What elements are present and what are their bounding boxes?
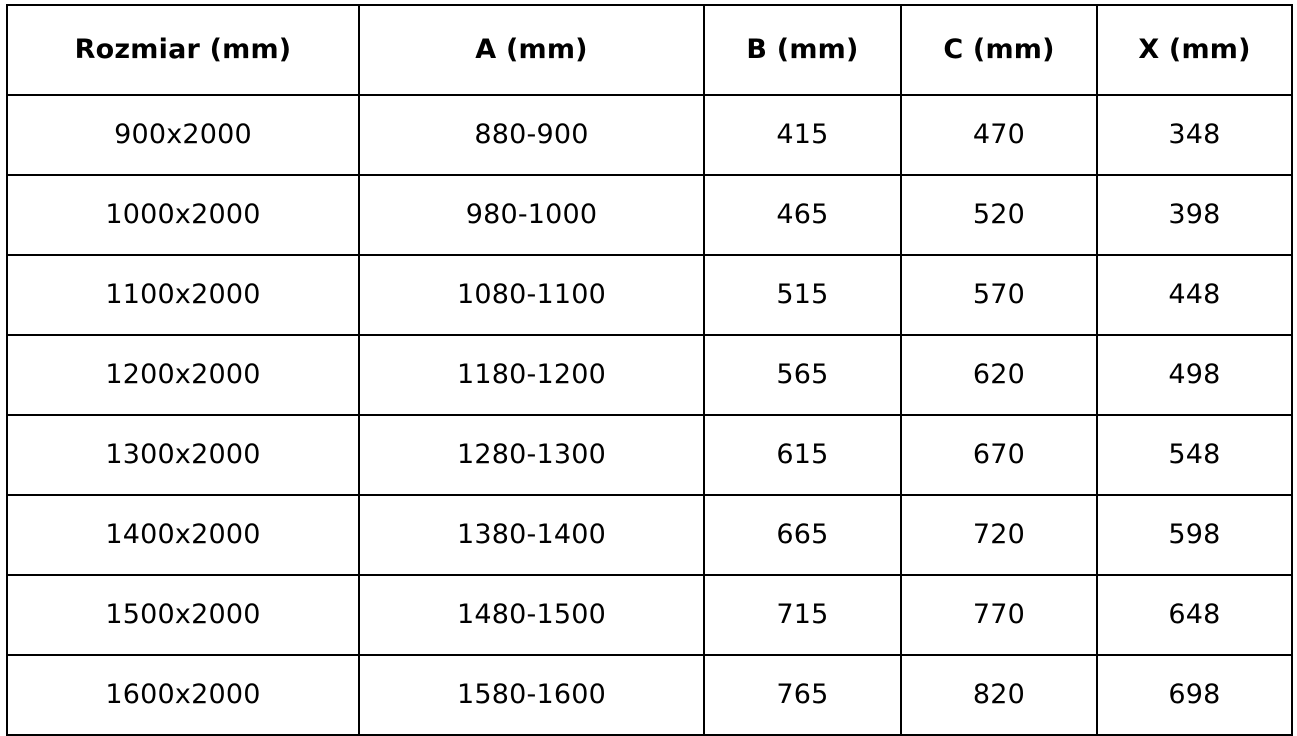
cell-x: 448 [1097, 255, 1292, 335]
cell-rozmiar: 1600x2000 [7, 655, 359, 735]
table-row [7, 495, 1292, 575]
cell-rozmiar: 1400x2000 [7, 495, 359, 575]
cell-rozmiar: 1500x2000 [7, 575, 359, 655]
cell-b: 465 [704, 175, 901, 255]
cell-a: 1580-1600 [359, 655, 704, 735]
cell-b: 515 [704, 255, 901, 335]
cell-b: 565 [704, 335, 901, 415]
table-row [7, 575, 1292, 655]
cell-b: 415 [704, 95, 901, 175]
cell-x: 498 [1097, 335, 1292, 415]
column-header-c: C (mm) [901, 5, 1097, 95]
cell-b: 615 [704, 415, 901, 495]
cell-c: 820 [901, 655, 1097, 735]
column-header-rozmiar: Rozmiar (mm) [7, 5, 359, 95]
cell-x: 598 [1097, 495, 1292, 575]
cell-c: 770 [901, 575, 1097, 655]
cell-b: 715 [704, 575, 901, 655]
cell-x: 698 [1097, 655, 1292, 735]
table-header-row [7, 5, 1292, 95]
table-row [7, 415, 1292, 495]
cell-x: 348 [1097, 95, 1292, 175]
table-row [7, 655, 1292, 735]
cell-a: 980-1000 [359, 175, 704, 255]
column-header-a: A (mm) [359, 5, 704, 95]
cell-a: 1080-1100 [359, 255, 704, 335]
column-header-x: X (mm) [1097, 5, 1292, 95]
cell-x: 398 [1097, 175, 1292, 255]
cell-c: 720 [901, 495, 1097, 575]
table-row [7, 95, 1292, 175]
cell-c: 670 [901, 415, 1097, 495]
cell-rozmiar: 1100x2000 [7, 255, 359, 335]
cell-c: 470 [901, 95, 1097, 175]
size-table-container [0, 4, 1297, 723]
table-row [7, 335, 1292, 415]
cell-c: 570 [901, 255, 1097, 335]
table-row [7, 255, 1292, 335]
cell-a: 1380-1400 [359, 495, 704, 575]
cell-a: 1180-1200 [359, 335, 704, 415]
cell-b: 665 [704, 495, 901, 575]
cell-rozmiar: 900x2000 [7, 95, 359, 175]
table-row [7, 175, 1292, 255]
dimensions-table [6, 4, 1293, 736]
cell-b: 765 [704, 655, 901, 735]
cell-rozmiar: 1300x2000 [7, 415, 359, 495]
cell-c: 520 [901, 175, 1097, 255]
cell-rozmiar: 1200x2000 [7, 335, 359, 415]
cell-x: 648 [1097, 575, 1292, 655]
cell-a: 1480-1500 [359, 575, 704, 655]
cell-c: 620 [901, 335, 1097, 415]
column-header-b: B (mm) [704, 5, 901, 95]
cell-a: 1280-1300 [359, 415, 704, 495]
cell-rozmiar: 1000x2000 [7, 175, 359, 255]
cell-a: 880-900 [359, 95, 704, 175]
cell-x: 548 [1097, 415, 1292, 495]
